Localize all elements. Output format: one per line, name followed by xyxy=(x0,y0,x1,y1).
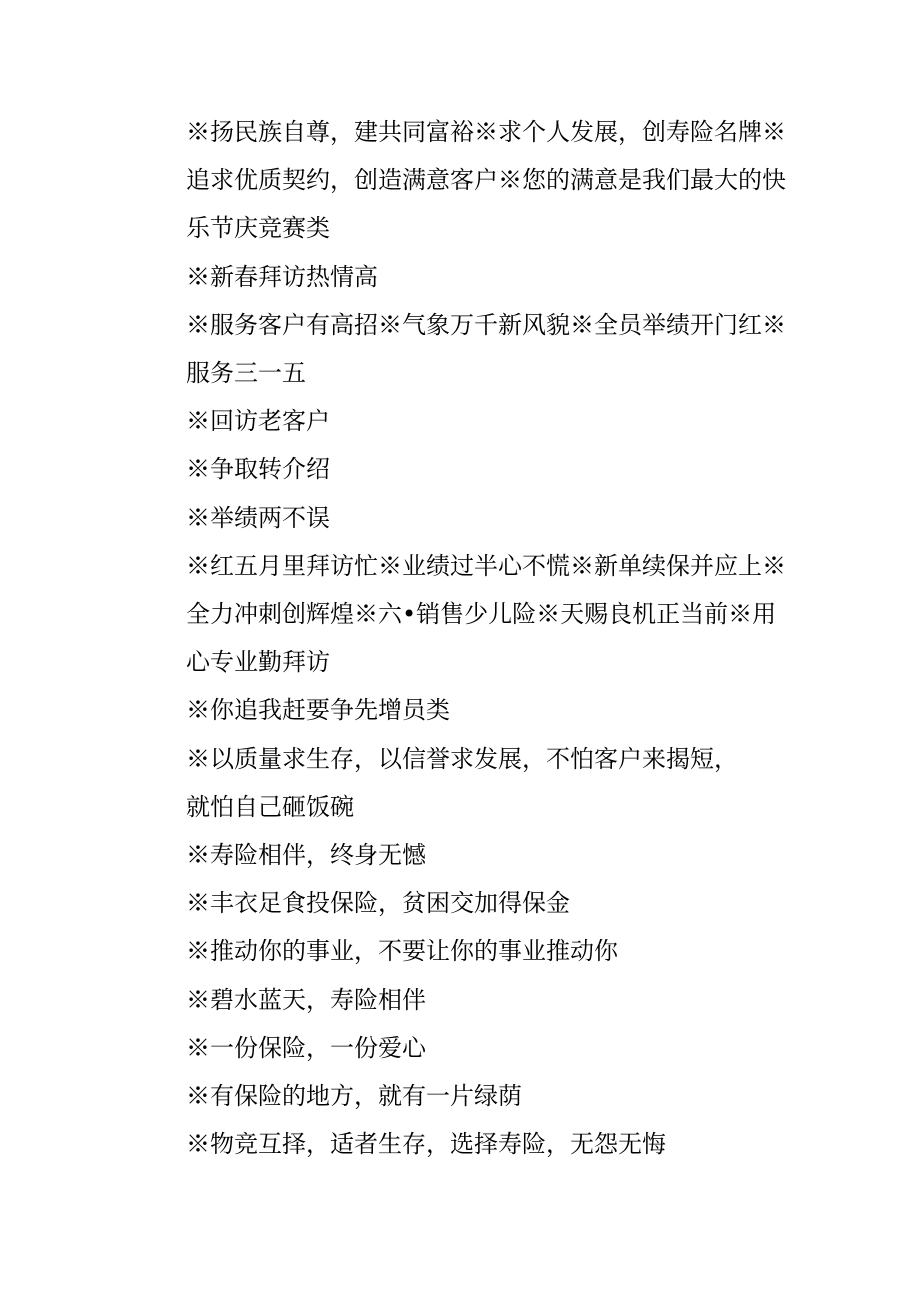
slogan-paragraph: ※寿险相伴，终身无憾 xyxy=(186,841,426,870)
slogan-paragraph: ※争取转介绍 xyxy=(186,455,330,484)
slogan-paragraph: ※举绩两不误 xyxy=(186,503,330,532)
slogan-paragraph: ※推动你的事业，不要让你的事业推动你 xyxy=(186,937,618,966)
slogan-paragraph: ※有保险的地方，就有一片绿荫 xyxy=(186,1082,522,1111)
document-body xyxy=(186,108,796,1168)
slogan-paragraph: ※新春拜访热情高 xyxy=(186,262,378,291)
slogan-paragraph: 就怕自己砸饭碗 xyxy=(186,792,354,821)
slogan-paragraph: ※一份保险，一份爱心 xyxy=(186,1033,426,1062)
slogan-paragraph: ※以质量求生存，以信誉求发展，不怕客户来揭短， xyxy=(186,744,738,773)
slogan-paragraph: ※回访老客户 xyxy=(186,407,330,436)
slogan-paragraph: ※红五月里拜访忙※业绩过半心不慌※新单续保并应上※全力冲刺创辉煌※六•销售少儿险※天赐良机正当前※用心专业勤拜访 xyxy=(186,551,786,677)
slogan-paragraph: ※物竞互择，适者生存，选择寿险，无怨无悔 xyxy=(186,1130,666,1159)
slogan-paragraph: ※扬民族自尊，建共同富裕※求个人发展，创寿险名牌※追求优质契约，创造满意客户※您的满意是我们最大的快乐节庆竞赛类 xyxy=(186,118,786,243)
slogan-paragraph: ※你追我赶要争先增员类 xyxy=(186,696,450,725)
slogan-paragraph: ※碧水蓝天，寿险相伴 xyxy=(186,985,426,1014)
slogan-paragraph: ※丰衣足食投保险，贫困交加得保金 xyxy=(186,889,570,918)
slogan-paragraph: ※服务客户有高招※气象万千新风貌※全员举绩开门红※服务三一五 xyxy=(186,310,786,388)
